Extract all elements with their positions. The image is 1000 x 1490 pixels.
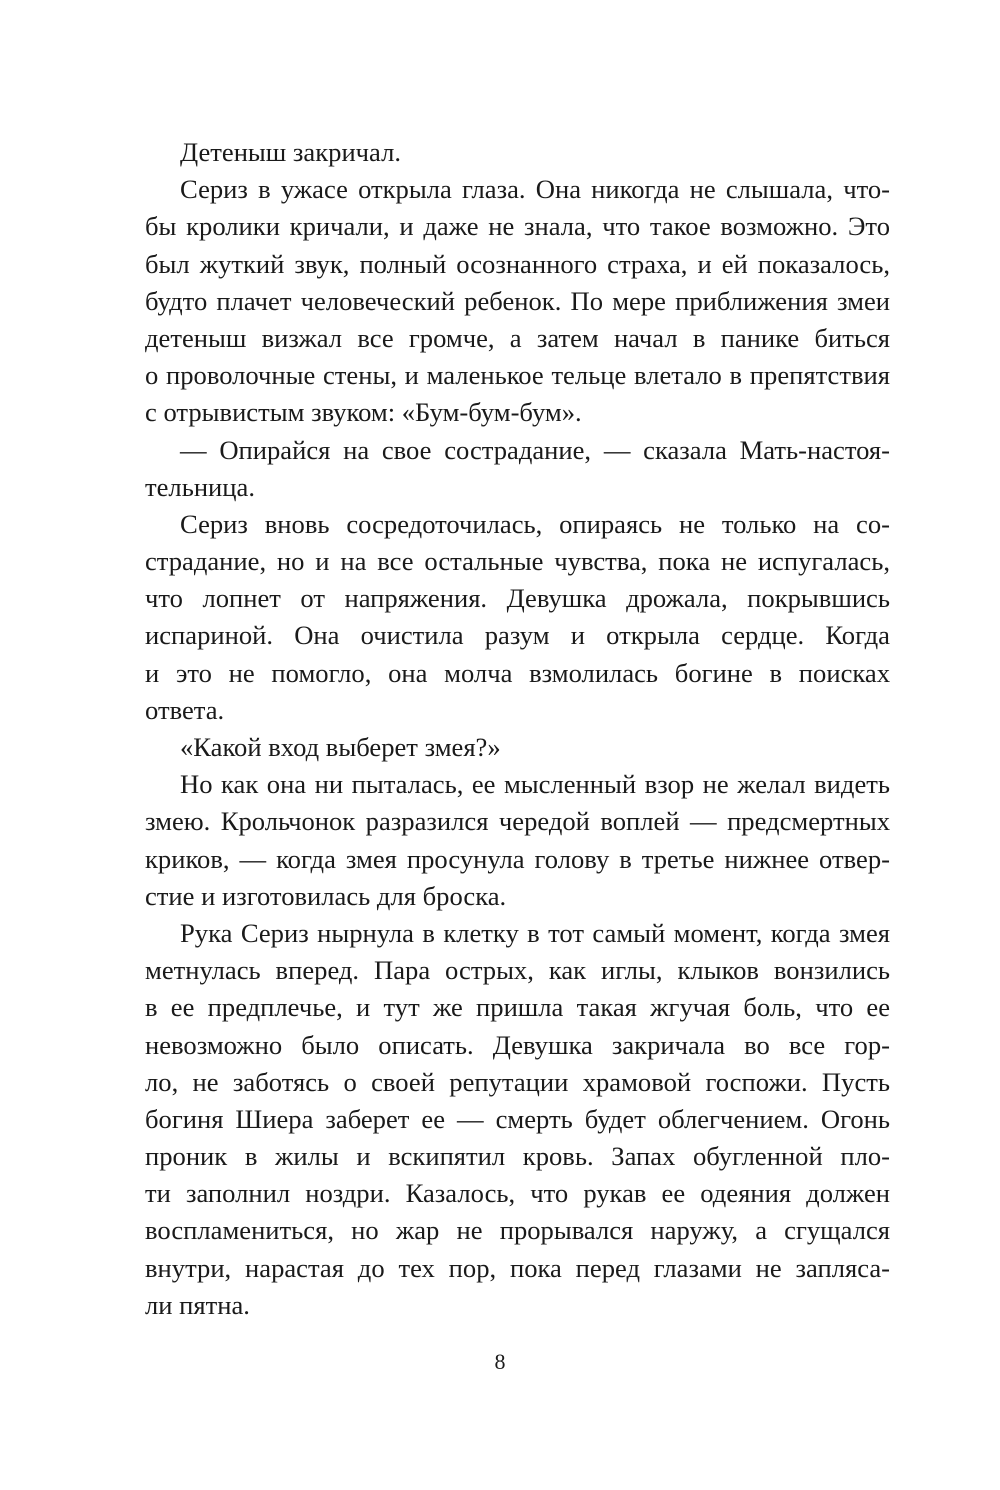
text-line: страдание, но и на все остальные чувства, пока не испугалась, <box>145 546 890 577</box>
text-line: Сериз в ужасе открыла глаза. Она никогда не слышала, что- <box>180 174 890 205</box>
text-line: «Какой вход выберет змея?» <box>180 732 501 762</box>
text-line: Но как она ни пыталась, ее мысленный взор не желал видеть <box>180 769 890 800</box>
text-line: криков, — когда змея просунула голову в третье нижнее отвер- <box>145 843 890 874</box>
text-line: Детеныш закричал. <box>180 137 402 167</box>
text-line: с отрывистым звуком: «Бум-бум-бум». <box>145 397 582 428</box>
text-line: метнулась вперед. Пара острых, как иглы, клыков вонзились <box>145 955 890 986</box>
text-line: змею. Крольчонок разразился чередой воплей — предсмертных <box>145 806 890 837</box>
text-line: и это не помогло, она молча взмолилась богине в поисках <box>145 657 890 688</box>
text-line: стие и изготовилась для броска. <box>145 880 507 911</box>
text-line: будто плачет человеческий ребенок. По мере приближения змеи <box>145 285 890 316</box>
text-line: испариной. Она очистила разум и открыла сердце. Когда <box>145 620 890 651</box>
text-line: о проволочные стены, и маленькое тельце влетало в препятствия <box>145 360 890 391</box>
text-line: бы кролики кричали, и даже не знала, что такое возможно. Это <box>145 211 890 242</box>
text-line: внутри, нарастая до тех пор, пока перед глазами не запляса- <box>145 1252 890 1283</box>
text-line: Рука Сериз нырнула в клетку в тот самый момент, когда змея <box>180 917 890 948</box>
body-text <box>145 134 890 1324</box>
text-line: ти заполнил ноздри. Казалось, что рукав ее одеяния должен <box>145 1178 890 1209</box>
text-line: невозможно было описать. Девушка закричала во все гор- <box>145 1029 890 1060</box>
text-line: Сериз вновь сосредоточилась, опираясь не только на со- <box>180 508 890 539</box>
text-line: был жуткий звук, полный осознанного страха, и ей показалось, <box>145 248 890 279</box>
page-number: 8 <box>494 1349 506 1374</box>
text-line: ли пятна. <box>145 1289 250 1320</box>
text-line: ответа. <box>145 694 225 725</box>
text-line: — Опирайся на свое сострадание, — сказала Мать-настоя- <box>180 434 890 465</box>
text-line: детеныш визжал все громче, а затем начал в панике биться <box>145 322 890 353</box>
text-line: воспламениться, но жар не прорывался наружу, а сгущался <box>145 1215 890 1246</box>
text-line: тельница. <box>145 471 255 502</box>
text-line: ло, не заботясь о своей репутации храмовой госпожи. Пусть <box>145 1066 890 1097</box>
text-line: в ее предплечье, и тут же пришла такая жгучая боль, что ее <box>145 992 890 1023</box>
text-line: что лопнет от напряжения. Девушка дрожала, покрывшись <box>145 583 890 614</box>
text-line: проник в жилы и вскипятил кровь. Запах обугленной пло- <box>145 1141 890 1172</box>
text-line: богиня Шиера заберет ее — смерть будет облегчением. Огонь <box>145 1103 890 1134</box>
